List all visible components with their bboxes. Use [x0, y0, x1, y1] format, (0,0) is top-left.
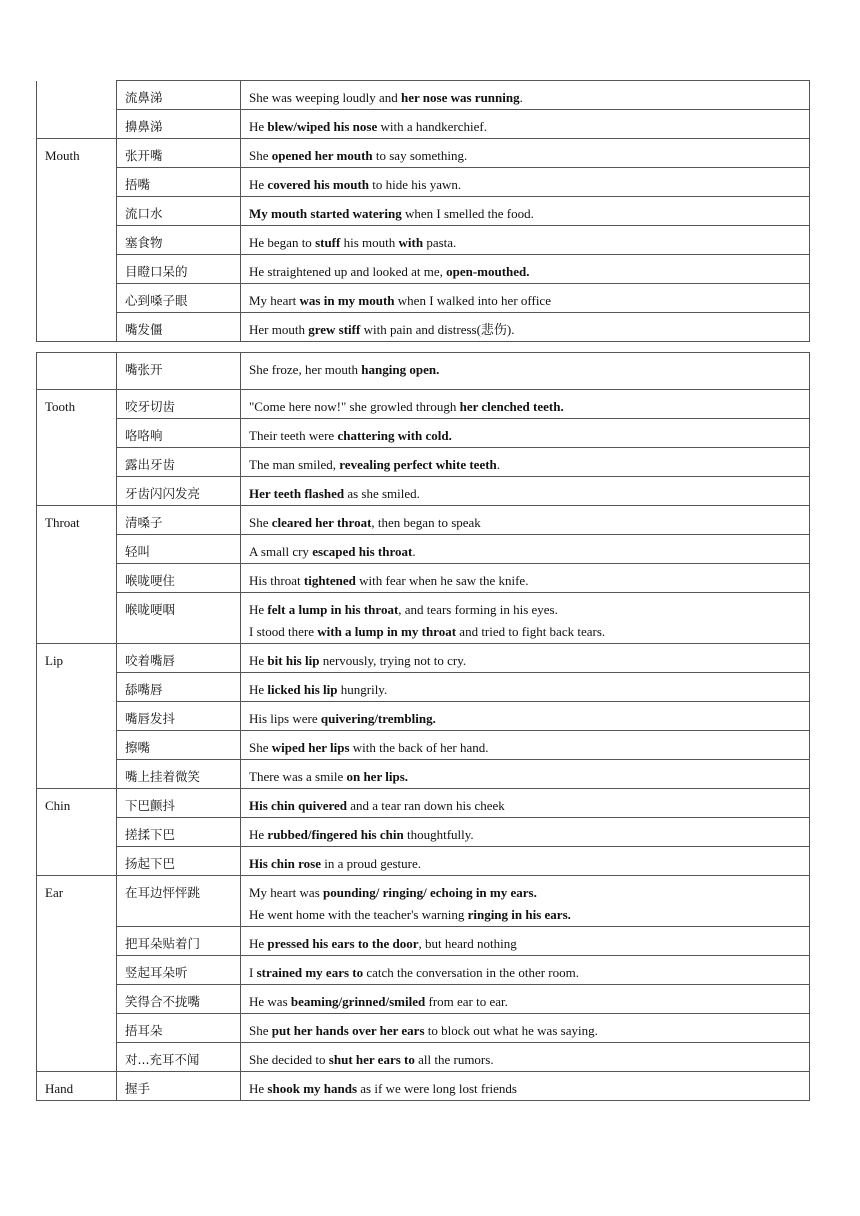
sentence-text: He went home with the teacher's warning — [249, 907, 468, 922]
example-sentence — [249, 570, 801, 592]
highlighted-phrase: covered his mouth — [267, 177, 370, 192]
chinese-term-cell: 握手 — [117, 1072, 241, 1101]
chinese-term-cell: 流口水 — [117, 197, 241, 226]
example-cell — [241, 818, 810, 847]
example-cell — [241, 197, 810, 226]
table-row — [37, 876, 810, 927]
highlighted-phrase: shook my hands — [267, 1081, 358, 1096]
category-cell — [37, 535, 117, 564]
table-row — [37, 789, 810, 818]
sentence-text: She — [249, 148, 272, 163]
sentence-text: pasta. — [423, 235, 457, 250]
sentence-text: He — [249, 936, 268, 951]
highlighted-phrase: pounding/ ringing/ echoing in my ears. — [323, 885, 537, 900]
highlighted-phrase: shut her ears to — [328, 1052, 415, 1067]
sentence-text: and tried to fight back tears. — [456, 624, 606, 639]
highlighted-phrase: hanging open. — [361, 362, 440, 377]
chinese-term-cell: 笑得合不拢嘴 — [117, 985, 241, 1014]
chinese-term-cell: 目瞪口呆的 — [117, 255, 241, 284]
sentence-text: as if we were long lost friends — [357, 1081, 517, 1096]
category-cell — [37, 448, 117, 477]
category-cell — [37, 353, 117, 390]
example-sentence — [249, 795, 801, 817]
table-row — [37, 760, 810, 789]
sentence-text: He — [249, 602, 268, 617]
chinese-term-cell: 搓揉下巴 — [117, 818, 241, 847]
example-sentence — [249, 512, 801, 534]
chinese-term-cell: 咯咯响 — [117, 419, 241, 448]
sentence-text: The man smiled, — [249, 457, 340, 472]
category-cell — [37, 226, 117, 255]
example-cell — [241, 390, 810, 419]
sentence-text: She — [249, 1023, 272, 1038]
example-sentence — [249, 454, 801, 476]
example-sentence — [249, 1078, 801, 1100]
example-cell — [241, 477, 810, 506]
table-row — [37, 168, 810, 197]
example-sentence — [249, 853, 801, 875]
chinese-term-cell: 嘴上挂着微笑 — [117, 760, 241, 789]
table-row — [37, 564, 810, 593]
sentence-text: all the rumors. — [414, 1052, 494, 1067]
table-row — [37, 535, 810, 564]
highlighted-phrase: stuff — [315, 235, 341, 250]
category-cell — [37, 284, 117, 313]
sentence-text: to hide his yawn. — [369, 177, 462, 192]
example-sentence — [249, 359, 801, 381]
category-cell — [37, 593, 117, 644]
category-cell — [37, 1043, 117, 1072]
table-row — [37, 847, 810, 876]
example-cell — [241, 313, 810, 342]
chinese-term-cell: 对...充耳不闻 — [117, 1043, 241, 1072]
chinese-term-cell: 喉咙哽住 — [117, 564, 241, 593]
sentence-text: from ear to ear. — [425, 994, 508, 1009]
table-row — [37, 390, 810, 419]
sentence-text: thoughtfully. — [403, 827, 474, 842]
category-cell: Chin — [37, 789, 117, 818]
category-cell — [37, 255, 117, 284]
chinese-term-cell: 咬牙切齿 — [117, 390, 241, 419]
highlighted-phrase: put her hands over her ears — [271, 1023, 425, 1038]
table-row — [37, 313, 810, 342]
highlighted-phrase: her clenched teeth. — [459, 399, 564, 414]
example-sentence — [249, 621, 801, 643]
highlighted-phrase: pressed his ears to the door — [267, 936, 419, 951]
category-cell: Tooth — [37, 390, 117, 419]
example-cell — [241, 226, 810, 255]
example-sentence — [249, 1020, 801, 1042]
table-row — [37, 506, 810, 535]
example-sentence — [249, 824, 801, 846]
example-cell — [241, 731, 810, 760]
chinese-term-cell: 咬着嘴唇 — [117, 644, 241, 673]
chinese-term-cell: 嘴发僵 — [117, 313, 241, 342]
category-cell — [37, 81, 117, 110]
highlighted-phrase: blew/wiped his nose — [267, 119, 378, 134]
sentence-text: His lips were — [249, 711, 321, 726]
category-cell — [37, 477, 117, 506]
table-row — [37, 1043, 810, 1072]
example-cell — [241, 535, 810, 564]
example-sentence — [249, 232, 801, 254]
table-row — [37, 284, 810, 313]
chinese-term-cell: 嘴唇发抖 — [117, 702, 241, 731]
sentence-text: and a tear ran down his cheek — [347, 798, 505, 813]
example-cell — [241, 644, 810, 673]
sentence-text: She — [249, 515, 272, 530]
chinese-term-cell: 捂嘴 — [117, 168, 241, 197]
example-sentence — [249, 650, 801, 672]
highlighted-phrase: her nose was running — [401, 90, 520, 105]
chinese-term-cell: 流鼻涕 — [117, 81, 241, 110]
sentence-text: She decided to — [249, 1052, 329, 1067]
example-cell — [241, 760, 810, 789]
table-row — [37, 927, 810, 956]
example-sentence — [249, 991, 801, 1013]
category-cell — [37, 564, 117, 593]
sentence-text: when I smelled the food. — [401, 206, 534, 221]
sentence-text: . — [496, 457, 501, 472]
vocab-table-1 — [36, 80, 810, 342]
example-cell — [241, 1072, 810, 1101]
example-sentence — [249, 679, 801, 701]
highlighted-phrase: felt a lump in his throat — [267, 602, 399, 617]
sentence-text: He — [249, 653, 268, 668]
sentence-text: He — [249, 682, 268, 697]
example-sentence — [249, 737, 801, 759]
table-row — [37, 81, 810, 110]
example-sentence — [249, 425, 801, 447]
table-row — [37, 255, 810, 284]
example-sentence — [249, 766, 801, 788]
example-cell — [241, 284, 810, 313]
example-cell — [241, 1043, 810, 1072]
sentence-text: There was a smile — [249, 769, 347, 784]
highlighted-phrase: quivering/trembling. — [320, 711, 436, 726]
sentence-text: , but heard nothing — [418, 936, 517, 951]
sentence-text: to block out what he was saying. — [424, 1023, 598, 1038]
sentence-text: when I walked into her office — [394, 293, 551, 308]
category-cell — [37, 731, 117, 760]
highlighted-phrase: beaming/grinned/smiled — [290, 994, 426, 1009]
chinese-term-cell: 捂耳朵 — [117, 1014, 241, 1043]
table-row — [37, 731, 810, 760]
table-row — [37, 644, 810, 673]
highlighted-phrase: His chin rose — [249, 856, 321, 871]
highlighted-phrase: on her lips. — [346, 769, 408, 784]
highlighted-phrase: grew stiff — [308, 322, 361, 337]
category-cell — [37, 818, 117, 847]
category-cell — [37, 927, 117, 956]
chinese-term-cell: 塞食物 — [117, 226, 241, 255]
example-sentence — [249, 483, 801, 505]
example-sentence — [249, 962, 801, 984]
highlighted-phrase: escaped his throat — [312, 544, 413, 559]
category-cell — [37, 760, 117, 789]
sentence-text: My heart was — [249, 885, 324, 900]
sentence-text: with the back of her hand. — [349, 740, 489, 755]
highlighted-phrase: ringing in his ears. — [467, 907, 571, 922]
chinese-term-cell: 嘴张开 — [117, 353, 241, 390]
sentence-text: She was weeping loudly and — [249, 90, 402, 105]
sentence-text: in a proud gesture. — [321, 856, 422, 871]
chinese-term-cell: 心到嗓子眼 — [117, 284, 241, 313]
table-row — [37, 226, 810, 255]
chinese-term-cell: 喉咙哽咽 — [117, 593, 241, 644]
example-sentence — [249, 174, 801, 196]
example-cell — [241, 419, 810, 448]
table-row — [37, 593, 810, 644]
category-cell: Lip — [37, 644, 117, 673]
chinese-term-cell: 擤鼻涕 — [117, 110, 241, 139]
highlighted-phrase: with — [398, 235, 424, 250]
example-sentence — [249, 1049, 801, 1071]
sentence-text: He was — [249, 994, 291, 1009]
sentence-text: She — [249, 740, 272, 755]
highlighted-phrase: His chin quivered — [249, 798, 348, 813]
chinese-term-cell: 露出牙齿 — [117, 448, 241, 477]
table-row — [37, 956, 810, 985]
chinese-term-cell: 擦嘴 — [117, 731, 241, 760]
highlighted-phrase: open-mouthed. — [446, 264, 530, 279]
example-sentence — [249, 708, 801, 730]
sentence-text: with a handkerchief. — [377, 119, 487, 134]
example-cell — [241, 168, 810, 197]
example-cell — [241, 506, 810, 535]
example-cell — [241, 789, 810, 818]
table-row — [37, 110, 810, 139]
sentence-text: I stood there — [249, 624, 318, 639]
vocab-table-2 — [36, 352, 810, 1101]
example-cell — [241, 702, 810, 731]
table-row — [37, 448, 810, 477]
table-row — [37, 1072, 810, 1101]
example-cell — [241, 564, 810, 593]
category-cell: Hand — [37, 1072, 117, 1101]
category-cell: Ear — [37, 876, 117, 927]
example-cell — [241, 448, 810, 477]
sentence-text: "Come here now!" she growled through — [249, 399, 460, 414]
sentence-text: He straightened up and looked at me, — [249, 264, 447, 279]
example-cell — [241, 876, 810, 927]
example-cell — [241, 255, 810, 284]
example-cell — [241, 139, 810, 168]
example-sentence — [249, 87, 801, 109]
category-cell — [37, 985, 117, 1014]
category-cell — [37, 702, 117, 731]
highlighted-phrase: Her teeth flashed — [249, 486, 345, 501]
sentence-text: He — [249, 827, 268, 842]
sentence-text: catch the conversation in the other room. — [363, 965, 579, 980]
chinese-term-cell: 张开嘴 — [117, 139, 241, 168]
example-cell — [241, 985, 810, 1014]
highlighted-phrase: strained my ears to — [256, 965, 364, 980]
table-row — [37, 1014, 810, 1043]
highlighted-phrase: opened her mouth — [271, 148, 373, 163]
category-cell — [37, 419, 117, 448]
category-cell: Mouth — [37, 139, 117, 168]
example-sentence — [249, 319, 801, 341]
category-cell — [37, 956, 117, 985]
highlighted-phrase: bit his lip — [267, 653, 320, 668]
category-cell — [37, 168, 117, 197]
example-cell — [241, 673, 810, 702]
highlighted-phrase: chattering with cold. — [337, 428, 452, 443]
example-sentence — [249, 396, 801, 418]
highlighted-phrase: revealing perfect white teeth — [339, 457, 497, 472]
chinese-term-cell: 在耳边怦怦跳 — [117, 876, 241, 927]
table-row — [37, 477, 810, 506]
example-cell — [241, 353, 810, 390]
category-cell — [37, 313, 117, 342]
highlighted-phrase: with a lump in my throat — [317, 624, 457, 639]
sentence-text: He — [249, 177, 268, 192]
sentence-text: My heart — [249, 293, 300, 308]
category-cell — [37, 847, 117, 876]
example-sentence — [249, 290, 801, 312]
example-sentence — [249, 203, 801, 225]
example-cell — [241, 1014, 810, 1043]
table-row — [37, 673, 810, 702]
category-cell — [37, 110, 117, 139]
table-row — [37, 197, 810, 226]
example-cell — [241, 927, 810, 956]
sentence-text: Their teeth were — [249, 428, 338, 443]
chinese-term-cell: 把耳朵贴着门 — [117, 927, 241, 956]
example-sentence — [249, 904, 801, 926]
example-sentence — [249, 541, 801, 563]
sentence-text: , and tears forming in his eyes. — [398, 602, 558, 617]
sentence-text: He — [249, 119, 268, 134]
sentence-text: , then began to speak — [371, 515, 481, 530]
sentence-text: She froze, her mouth — [249, 362, 362, 377]
table-row — [37, 353, 810, 390]
sentence-text: . — [412, 544, 416, 559]
table-row — [37, 985, 810, 1014]
highlighted-phrase: tightened — [303, 573, 356, 588]
example-cell — [241, 81, 810, 110]
example-cell — [241, 593, 810, 644]
highlighted-phrase: rubbed/fingered his chin — [267, 827, 404, 842]
highlighted-phrase: My mouth started watering — [249, 206, 402, 221]
sentence-text: with pain and distress(悲伤). — [360, 322, 515, 337]
example-cell — [241, 956, 810, 985]
example-sentence — [249, 599, 801, 621]
category-cell — [37, 673, 117, 702]
example-cell — [241, 110, 810, 139]
table-row — [37, 139, 810, 168]
sentence-text: . — [519, 90, 523, 105]
chinese-term-cell: 下巴颤抖 — [117, 789, 241, 818]
category-cell — [37, 1014, 117, 1043]
category-cell — [37, 197, 117, 226]
chinese-term-cell: 轻叫 — [117, 535, 241, 564]
highlighted-phrase: licked his lip — [267, 682, 338, 697]
sentence-text: His throat — [249, 573, 304, 588]
example-cell — [241, 847, 810, 876]
sentence-text: He — [249, 1081, 268, 1096]
chinese-term-cell: 扬起下巴 — [117, 847, 241, 876]
sentence-text: A small cry — [249, 544, 313, 559]
example-sentence — [249, 116, 801, 138]
example-sentence — [249, 261, 801, 283]
sentence-text: Her mouth — [249, 322, 309, 337]
chinese-term-cell: 竖起耳朵听 — [117, 956, 241, 985]
highlighted-phrase: wiped her lips — [271, 740, 350, 755]
sentence-text: as she smiled. — [344, 486, 420, 501]
sentence-text: to say something. — [372, 148, 468, 163]
example-sentence — [249, 145, 801, 167]
sentence-text: with fear when he saw the knife. — [355, 573, 529, 588]
example-sentence — [249, 933, 801, 955]
category-cell: Throat — [37, 506, 117, 535]
sentence-text: He began to — [249, 235, 316, 250]
sentence-text: his mouth — [340, 235, 399, 250]
table-row — [37, 702, 810, 731]
sentence-text: hungrily. — [337, 682, 388, 697]
example-sentence — [249, 882, 801, 904]
highlighted-phrase: was in my mouth — [299, 293, 395, 308]
chinese-term-cell: 清嗓子 — [117, 506, 241, 535]
table-row — [37, 419, 810, 448]
sentence-text: nervously, trying not to cry. — [319, 653, 467, 668]
chinese-term-cell: 牙齿闪闪发亮 — [117, 477, 241, 506]
highlighted-phrase: cleared her throat — [271, 515, 372, 530]
sentence-text: I — [249, 965, 257, 980]
chinese-term-cell: 舔嘴唇 — [117, 673, 241, 702]
table-row — [37, 818, 810, 847]
